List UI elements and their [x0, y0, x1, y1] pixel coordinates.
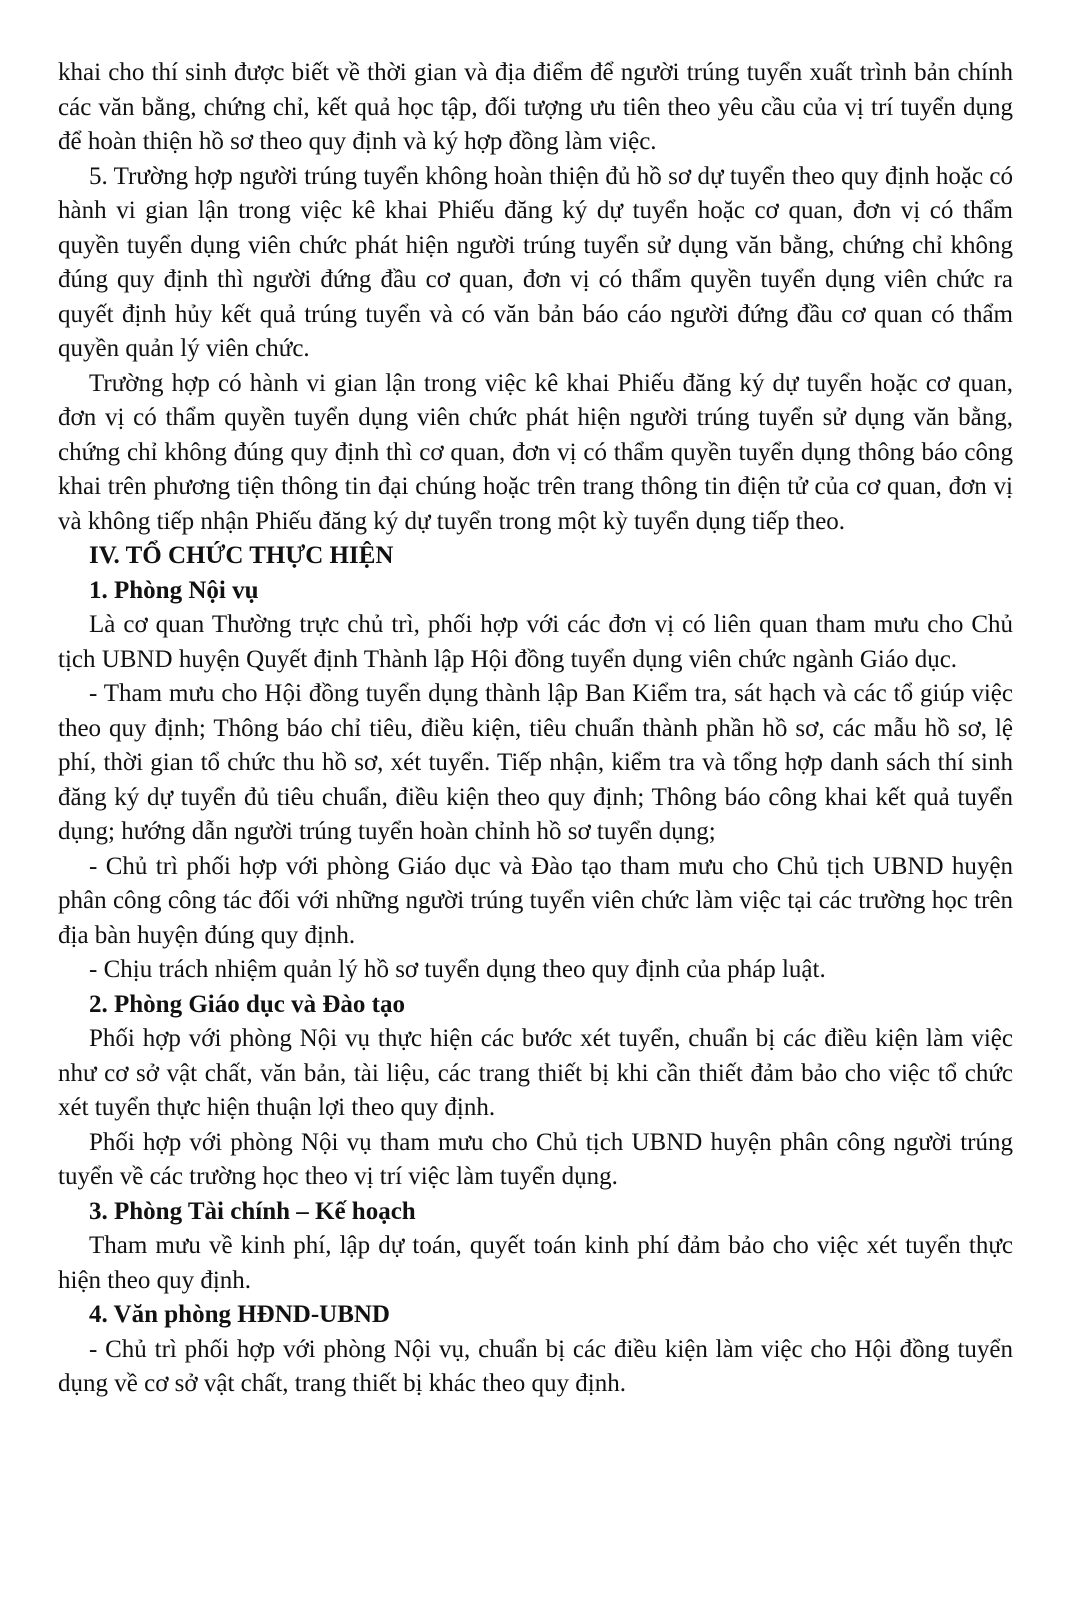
- paragraph-noi-vu-role: Là cơ quan Thường trực chủ trì, phối hợp với các đơn vị có liên quan tham mưu cho Chủ tịch UBND huyện Quyết định Thành lập Hội đồng tuyển dụng viên chức ngành Giáo dục.: [58, 611, 1013, 673]
- paragraph-continuation: khai cho thí sinh được biết về thời gian và địa điểm để người trúng tuyển xuất trình bản chính các văn bằng, chứng chỉ, kết quả học tập, đối tượng ưu tiên theo yêu cầu của vị trí tuyển dụng để hoàn thiện hồ sơ theo quy định và ký hợp đồng làm việc.: [58, 59, 1013, 155]
- paragraph-giao-duc-task-2: Phối hợp với phòng Nội vụ tham mưu cho Chủ tịch UBND huyện phân công người trúng tuyển về các trường học theo vị trí việc làm tuyển dụng.: [58, 1128, 1013, 1190]
- subheading-phong-tai-chinh: 3. Phòng Tài chính – Kế hoạch: [89, 1197, 416, 1225]
- paragraph-van-phong-task: - Chủ trì phối hợp với phòng Nội vụ, chuẩn bị các điều kiện làm việc cho Hội đồng tuyển dụng về cơ sở vật chất, trang thiết bị khác theo quy định.: [58, 1335, 1013, 1397]
- paragraph-noi-vu-task-1: - Tham mưu cho Hội đồng tuyển dụng thành lập Ban Kiểm tra, sát hạch và các tổ giúp việc theo quy định; Thông báo chỉ tiêu, điều kiện, tiêu chuẩn thành phần hồ sơ, các mẫu hồ sơ, lệ phí, thời gian tổ chức thu hồ sơ, xét tuyển. Tiếp nhận, kiểm tra và tổng hợp danh sách thí sinh đăng ký dự tuyển đủ tiêu chuẩn, điều kiện theo quy định; Thông báo công khai kết quả tuyển dụng; hướng dẫn người trúng tuyển hoàn chỉnh hồ sơ tuyển dụng;: [58, 680, 1013, 845]
- paragraph-tai-chinh-task: Tham mưu về kinh phí, lập dự toán, quyết toán kinh phí đảm bảo cho việc xét tuyển thực hiện theo quy định.: [58, 1232, 1013, 1294]
- paragraph-fraud-case: Trường hợp có hành vi gian lận trong việc kê khai Phiếu đăng ký dự tuyển hoặc cơ quan, đơn vị có thẩm quyền tuyển dụng viên chức phát hiện người trúng tuyển sử dụng văn bằng, chứng chỉ không đúng quy định thì cơ quan, đơn vị có thẩm quyền tuyển dụng thông báo công khai trên phương tiện thông tin đại chúng hoặc trên trang thông tin điện tử của cơ quan, đơn vị và không tiếp nhận Phiếu đăng ký dự tuyển trong một kỳ tuyển dụng tiếp theo.: [58, 369, 1013, 535]
- paragraph-noi-vu-task-3: - Chịu trách nhiệm quản lý hồ sơ tuyển dụng theo quy định của pháp luật.: [89, 956, 826, 983]
- paragraph-noi-vu-task-2: - Chủ trì phối hợp với phòng Giáo dục và Đào tạo tham mưu cho Chủ tịch UBND huyện phân công công tác đối với những người trúng tuyển viên chức làm việc tại các trường học trên địa bàn huyện đúng quy định.: [58, 852, 1013, 949]
- paragraph-giao-duc-task-1: Phối hợp với phòng Nội vụ thực hiện các bước xét tuyển, chuẩn bị các điều kiện làm việc như cơ sở vật chất, văn bản, tài liệu, các trang thiết bị khi cần thiết đảm bảo cho việc tổ chức xét tuyển thực hiện thuận lợi theo quy định.: [58, 1025, 1013, 1121]
- subheading-phong-noi-vu: 1. Phòng Nội vụ: [89, 576, 259, 604]
- paragraph-item-5: 5. Trường hợp người trúng tuyển không hoàn thiện đủ hồ sơ dự tuyển theo quy định hoặc có hành vi gian lận trong việc kê khai Phiếu đăng ký dự tuyển hoặc cơ quan, đơn vị có thẩm quyền tuyển dụng viên chức phát hiện người trúng tuyển sử dụng văn bằng, chứng chỉ không đúng quy định thì người đứng đầu cơ quan, đơn vị có thẩm quyền tuyển dụng viên chức ra quyết định hủy kết quả trúng tuyển và có văn bản báo cáo người đứng đầu cơ quan có thẩm quyền quản lý viên chức.: [58, 162, 1013, 362]
- section-heading-iv: IV. TỔ CHỨC THỰC HIỆN: [89, 542, 394, 569]
- subheading-van-phong: 4. Văn phòng HĐND-UBND: [89, 1301, 390, 1328]
- subheading-phong-giao-duc: 2. Phòng Giáo dục và Đào tạo: [89, 990, 406, 1018]
